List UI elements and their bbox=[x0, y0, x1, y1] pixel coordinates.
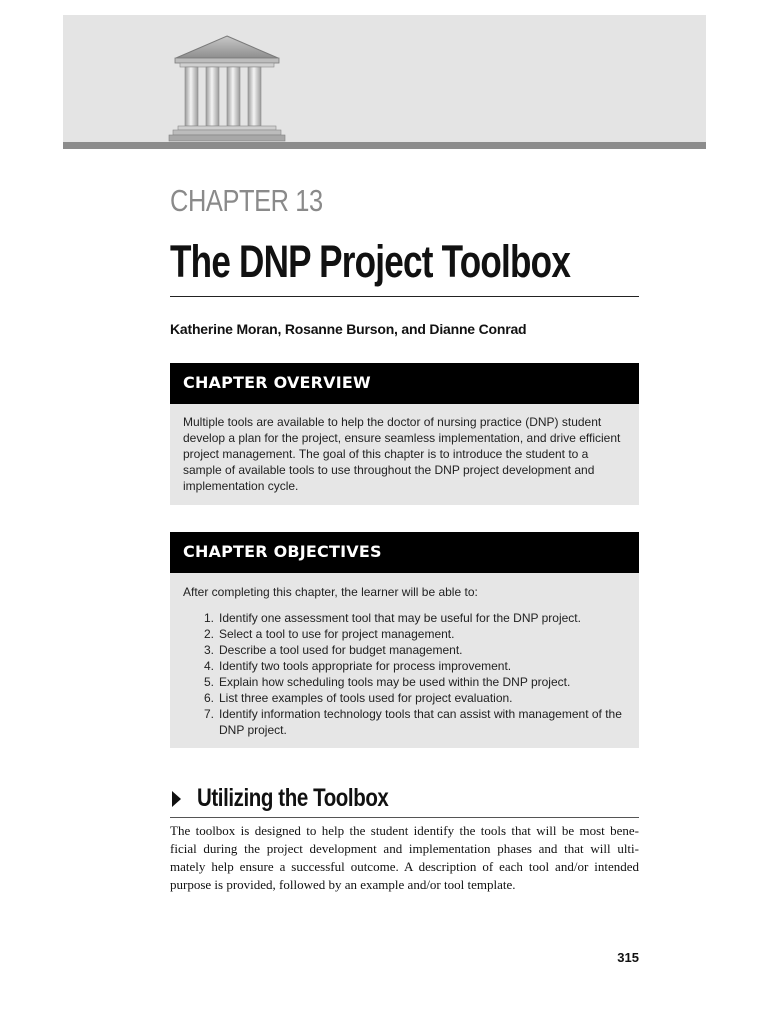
objective-item bbox=[183, 706, 626, 738]
objective-item bbox=[183, 690, 626, 706]
triangle-right-icon bbox=[172, 791, 181, 807]
section-heading: Utilizing the Toolbox bbox=[197, 784, 389, 812]
objective-item bbox=[183, 626, 626, 642]
overview-line: implementation cycle. bbox=[183, 479, 299, 493]
chapter-number: CHAPTER 13 bbox=[170, 183, 323, 218]
overview-heading-bar bbox=[170, 363, 639, 404]
objective-text: Identify one assessment tool that may be useful for the DNP project. bbox=[219, 611, 581, 625]
objective-text: List three examples of tools used for project evaluation. bbox=[219, 691, 513, 705]
section-paragraph bbox=[170, 822, 639, 894]
paragraph-line: mately help ensure a successful outcome. A description of each tool and/or intended bbox=[170, 859, 639, 874]
objective-number: 3. bbox=[203, 643, 214, 657]
header-band bbox=[63, 15, 706, 143]
objectives-heading-bar bbox=[170, 532, 639, 573]
temple-columns-icon bbox=[168, 34, 286, 142]
objective-number: 6. bbox=[203, 691, 214, 705]
overview-heading: CHAPTER OVERVIEW bbox=[183, 373, 371, 392]
objective-text: Explain how scheduling tools may be used within the DNP project. bbox=[219, 675, 571, 689]
overview-line: project management. The goal of this chapter is to introduce the student to a bbox=[183, 447, 589, 461]
objective-text: Describe a tool used for budget management. bbox=[219, 643, 463, 657]
overview-line: Multiple tools are available to help the doctor of nursing practice (DNP) student bbox=[183, 415, 602, 429]
objective-text-continued: DNP project. bbox=[219, 723, 287, 737]
objective-number: 2. bbox=[203, 627, 214, 641]
objective-number: 7. bbox=[203, 707, 214, 721]
objective-number: 5. bbox=[203, 675, 214, 689]
objective-text: Select a tool to use for project management. bbox=[219, 627, 455, 641]
objective-text: Identify information technology tools that can assist with management of the bbox=[219, 707, 622, 721]
paragraph-line: purpose is provided, followed by an example and/or tool template. bbox=[170, 877, 516, 892]
objectives-box bbox=[170, 573, 639, 748]
overview-line: develop a plan for the project, ensure seamless implementation, and drive efficient bbox=[183, 431, 621, 445]
objective-item bbox=[183, 610, 626, 626]
objectives-list bbox=[183, 610, 626, 738]
objective-text: Identify two tools appropriate for process improvement. bbox=[219, 659, 512, 673]
objectives-intro: After completing this chapter, the learner will be able to: bbox=[183, 585, 478, 599]
chapter-title: The DNP Project Toolbox bbox=[170, 236, 571, 287]
title-rule bbox=[170, 296, 639, 297]
objective-item bbox=[183, 674, 626, 690]
chapter-authors: Katherine Moran, Rosanne Burson, and Dianne Conrad bbox=[170, 321, 527, 337]
objective-number: 4. bbox=[203, 659, 214, 673]
paragraph-line: The toolbox is designed to help the student identify the tools that will be most bene- bbox=[170, 823, 639, 838]
objective-item bbox=[183, 642, 626, 658]
overview-line: sample of available tools to use throughout the DNP project development and bbox=[183, 463, 595, 477]
header-rule bbox=[63, 142, 706, 149]
paragraph-line: ficial during the project development and implementation phases and that will ulti- bbox=[170, 841, 639, 856]
objectives-heading: CHAPTER OBJECTIVES bbox=[183, 542, 382, 561]
overview-box bbox=[170, 404, 639, 505]
objective-item bbox=[183, 658, 626, 674]
objective-number: 1. bbox=[203, 611, 214, 625]
section-rule bbox=[170, 817, 639, 818]
page-number: 315 bbox=[617, 950, 639, 965]
